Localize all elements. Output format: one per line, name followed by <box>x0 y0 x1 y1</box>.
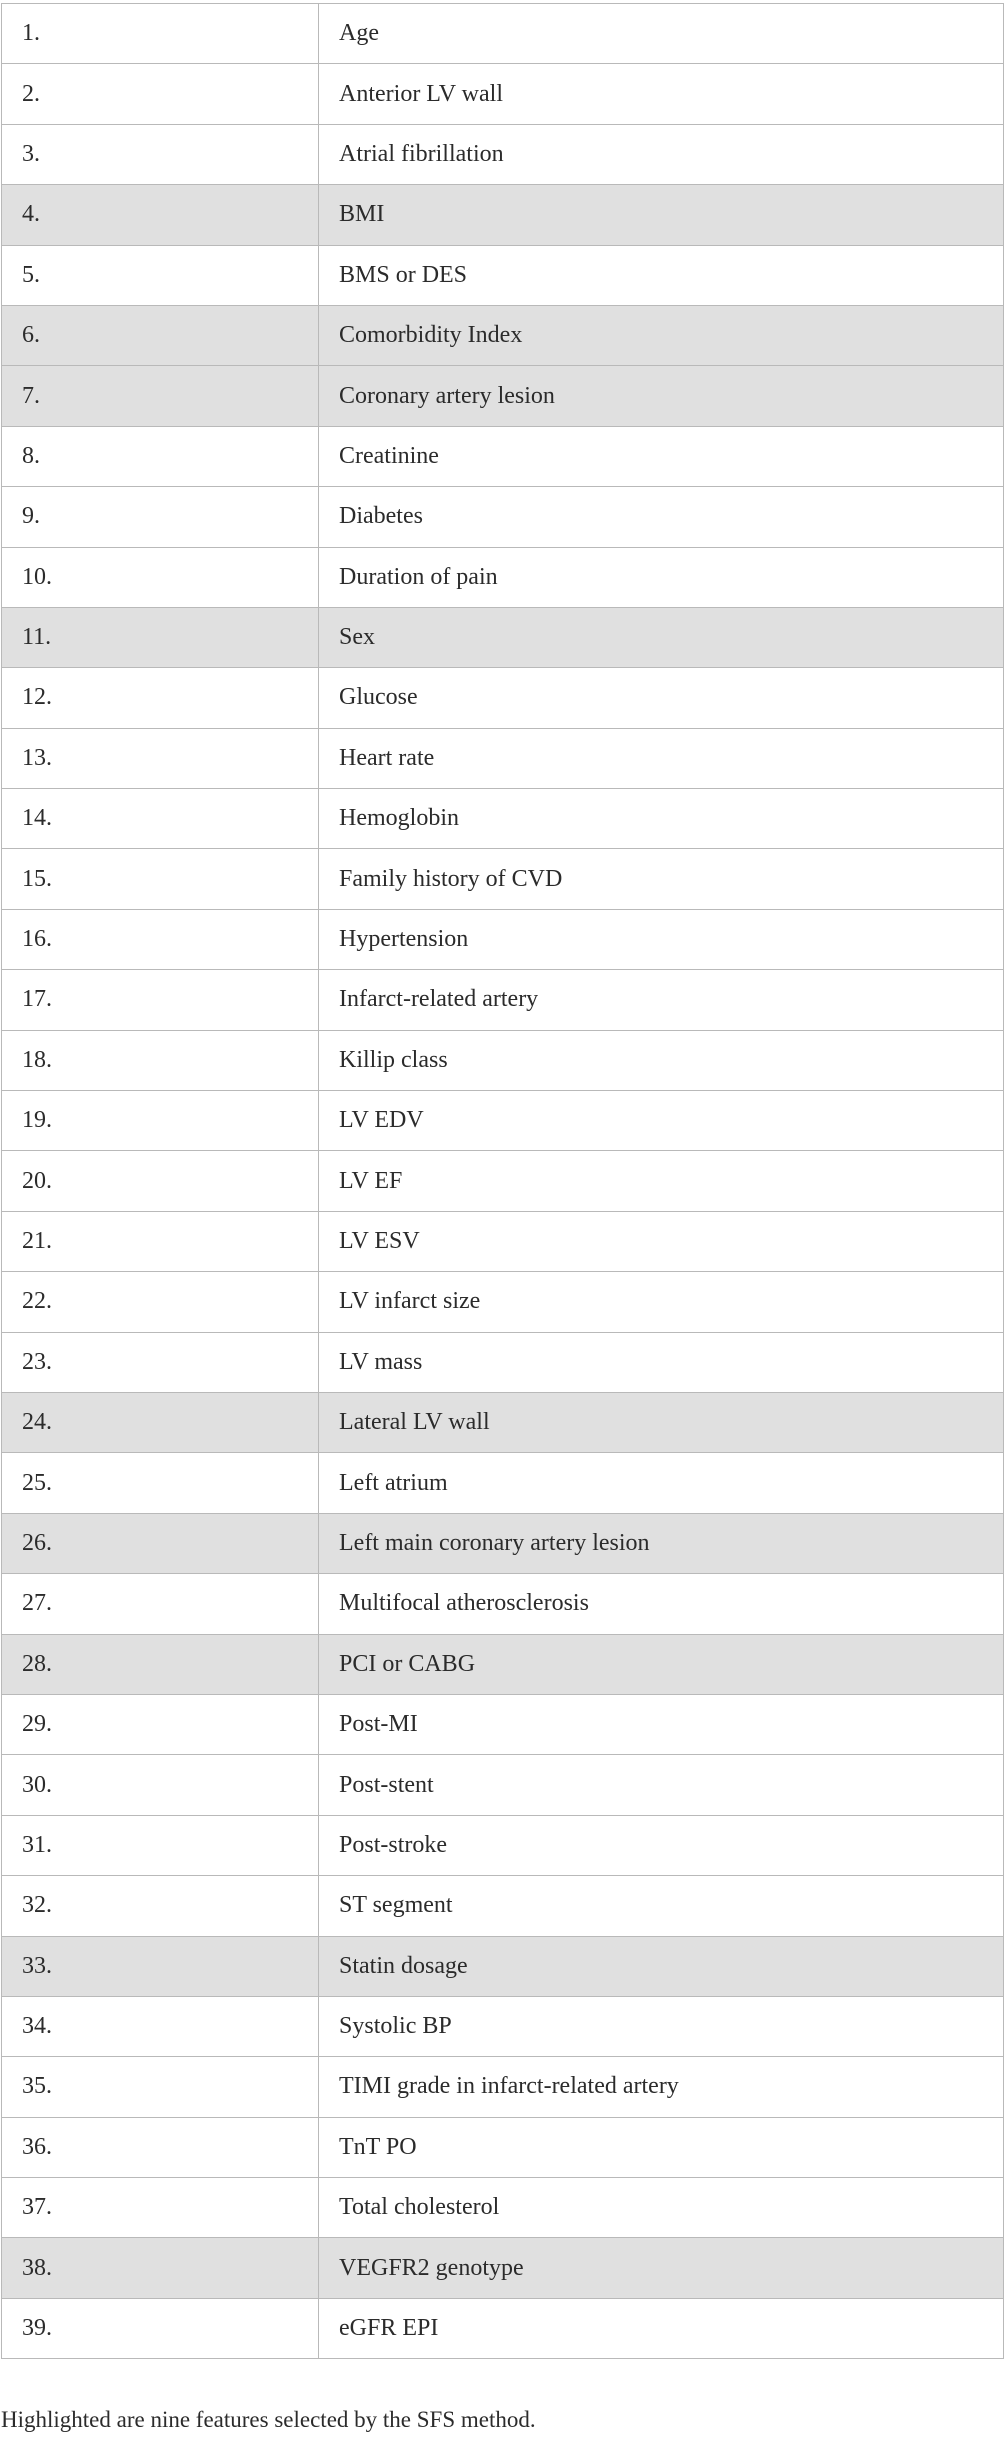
table-row <box>2 2298 1004 2358</box>
row-number-cell: 35. <box>2 2057 319 2117</box>
row-number-cell: 34. <box>2 1996 319 2056</box>
feature-name-cell: TnT PO <box>319 2117 1004 2177</box>
feature-name-cell: Left main coronary artery lesion <box>319 1513 1004 1573</box>
table-row <box>2 1272 1004 1332</box>
table-row <box>2 1453 1004 1513</box>
feature-name-cell: Post-stent <box>319 1755 1004 1815</box>
table-row <box>2 1211 1004 1271</box>
table-footnote: Highlighted are nine features selected by the SFS method. <box>1 2407 536 2432</box>
feature-name-cell: Atrial fibrillation <box>319 124 1004 184</box>
row-number-cell: 6. <box>2 305 319 365</box>
table-row <box>2 1030 1004 1090</box>
table-row <box>2 728 1004 788</box>
row-number-cell: 9. <box>2 487 319 547</box>
row-number-cell: 8. <box>2 426 319 486</box>
feature-name-cell: Hemoglobin <box>319 789 1004 849</box>
table-row <box>2 2178 1004 2238</box>
feature-name-cell: Lateral LV wall <box>319 1392 1004 1452</box>
table-row <box>2 1936 1004 1996</box>
feature-name-cell: Infarct-related artery <box>319 970 1004 1030</box>
row-number-cell: 27. <box>2 1574 319 1634</box>
row-number-cell: 25. <box>2 1453 319 1513</box>
row-number-cell: 19. <box>2 1091 319 1151</box>
row-number-cell: 20. <box>2 1151 319 1211</box>
row-number-cell: 13. <box>2 728 319 788</box>
table-row <box>2 970 1004 1030</box>
row-number-cell: 21. <box>2 1211 319 1271</box>
feature-name-cell: BMI <box>319 185 1004 245</box>
row-number-cell: 26. <box>2 1513 319 1573</box>
table-row <box>2 789 1004 849</box>
row-number-cell: 3. <box>2 124 319 184</box>
feature-name-cell: Sex <box>319 607 1004 667</box>
table-row <box>2 305 1004 365</box>
feature-name-cell: Statin dosage <box>319 1936 1004 1996</box>
feature-name-cell: TIMI grade in infarct-related artery <box>319 2057 1004 2117</box>
table-row <box>2 426 1004 486</box>
feature-name-cell: eGFR EPI <box>319 2298 1004 2358</box>
table-row <box>2 4 1004 64</box>
feature-name-cell: Multifocal atherosclerosis <box>319 1574 1004 1634</box>
table-row <box>2 849 1004 909</box>
table-row <box>2 1755 1004 1815</box>
table-row <box>2 64 1004 124</box>
feature-name-cell: Hypertension <box>319 909 1004 969</box>
feature-name-cell: Killip class <box>319 1030 1004 1090</box>
feature-name-cell: LV ESV <box>319 1211 1004 1271</box>
feature-name-cell: Total cholesterol <box>319 2178 1004 2238</box>
feature-name-cell: Left atrium <box>319 1453 1004 1513</box>
row-number-cell: 17. <box>2 970 319 1030</box>
feature-name-cell: LV EF <box>319 1151 1004 1211</box>
table-row <box>2 1513 1004 1573</box>
table-row <box>2 668 1004 728</box>
row-number-cell: 5. <box>2 245 319 305</box>
table-row <box>2 1876 1004 1936</box>
feature-name-cell: Age <box>319 4 1004 64</box>
feature-name-cell: Coronary artery lesion <box>319 366 1004 426</box>
row-number-cell: 23. <box>2 1332 319 1392</box>
feature-name-cell: Post-stroke <box>319 1815 1004 1875</box>
table-row <box>2 1091 1004 1151</box>
feature-name-cell: LV EDV <box>319 1091 1004 1151</box>
feature-name-cell: Post-MI <box>319 1694 1004 1754</box>
row-number-cell: 14. <box>2 789 319 849</box>
feature-name-cell: LV infarct size <box>319 1272 1004 1332</box>
table-row <box>2 185 1004 245</box>
feature-name-cell: ST segment <box>319 1876 1004 1936</box>
feature-name-cell: BMS or DES <box>319 245 1004 305</box>
feature-name-cell: Creatinine <box>319 426 1004 486</box>
table-row <box>2 245 1004 305</box>
feature-name-cell: Diabetes <box>319 487 1004 547</box>
row-number-cell: 16. <box>2 909 319 969</box>
table-row <box>2 1574 1004 1634</box>
table-row <box>2 2117 1004 2177</box>
row-number-cell: 18. <box>2 1030 319 1090</box>
row-number-cell: 38. <box>2 2238 319 2298</box>
table-row <box>2 547 1004 607</box>
row-number-cell: 37. <box>2 2178 319 2238</box>
row-number-cell: 1. <box>2 4 319 64</box>
table-row <box>2 487 1004 547</box>
feature-name-cell: LV mass <box>319 1332 1004 1392</box>
table-row <box>2 1815 1004 1875</box>
table-row <box>2 607 1004 667</box>
feature-name-cell: Systolic BP <box>319 1996 1004 2056</box>
row-number-cell: 33. <box>2 1936 319 1996</box>
row-number-cell: 10. <box>2 547 319 607</box>
feature-name-cell: Heart rate <box>319 728 1004 788</box>
table-row <box>2 1996 1004 2056</box>
feature-name-cell: Glucose <box>319 668 1004 728</box>
feature-name-cell: PCI or CABG <box>319 1634 1004 1694</box>
row-number-cell: 36. <box>2 2117 319 2177</box>
row-number-cell: 29. <box>2 1694 319 1754</box>
feature-name-cell: Anterior LV wall <box>319 64 1004 124</box>
row-number-cell: 7. <box>2 366 319 426</box>
table-row <box>2 1694 1004 1754</box>
row-number-cell: 2. <box>2 64 319 124</box>
row-number-cell: 28. <box>2 1634 319 1694</box>
table-row <box>2 124 1004 184</box>
row-number-cell: 12. <box>2 668 319 728</box>
table-row <box>2 1634 1004 1694</box>
row-number-cell: 11. <box>2 607 319 667</box>
feature-name-cell: Duration of pain <box>319 547 1004 607</box>
row-number-cell: 15. <box>2 849 319 909</box>
feature-table-container <box>1 3 1003 2359</box>
table-row <box>2 1392 1004 1452</box>
row-number-cell: 39. <box>2 2298 319 2358</box>
row-number-cell: 4. <box>2 185 319 245</box>
row-number-cell: 22. <box>2 1272 319 1332</box>
row-number-cell: 31. <box>2 1815 319 1875</box>
table-row <box>2 1151 1004 1211</box>
table-row <box>2 909 1004 969</box>
table-row <box>2 2238 1004 2298</box>
table-row <box>2 2057 1004 2117</box>
feature-table-body <box>2 4 1004 2359</box>
feature-name-cell: Family history of CVD <box>319 849 1004 909</box>
feature-name-cell: Comorbidity Index <box>319 305 1004 365</box>
feature-name-cell: VEGFR2 genotype <box>319 2238 1004 2298</box>
table-row <box>2 366 1004 426</box>
row-number-cell: 30. <box>2 1755 319 1815</box>
row-number-cell: 32. <box>2 1876 319 1936</box>
table-row <box>2 1332 1004 1392</box>
feature-table <box>1 3 1004 2359</box>
row-number-cell: 24. <box>2 1392 319 1452</box>
